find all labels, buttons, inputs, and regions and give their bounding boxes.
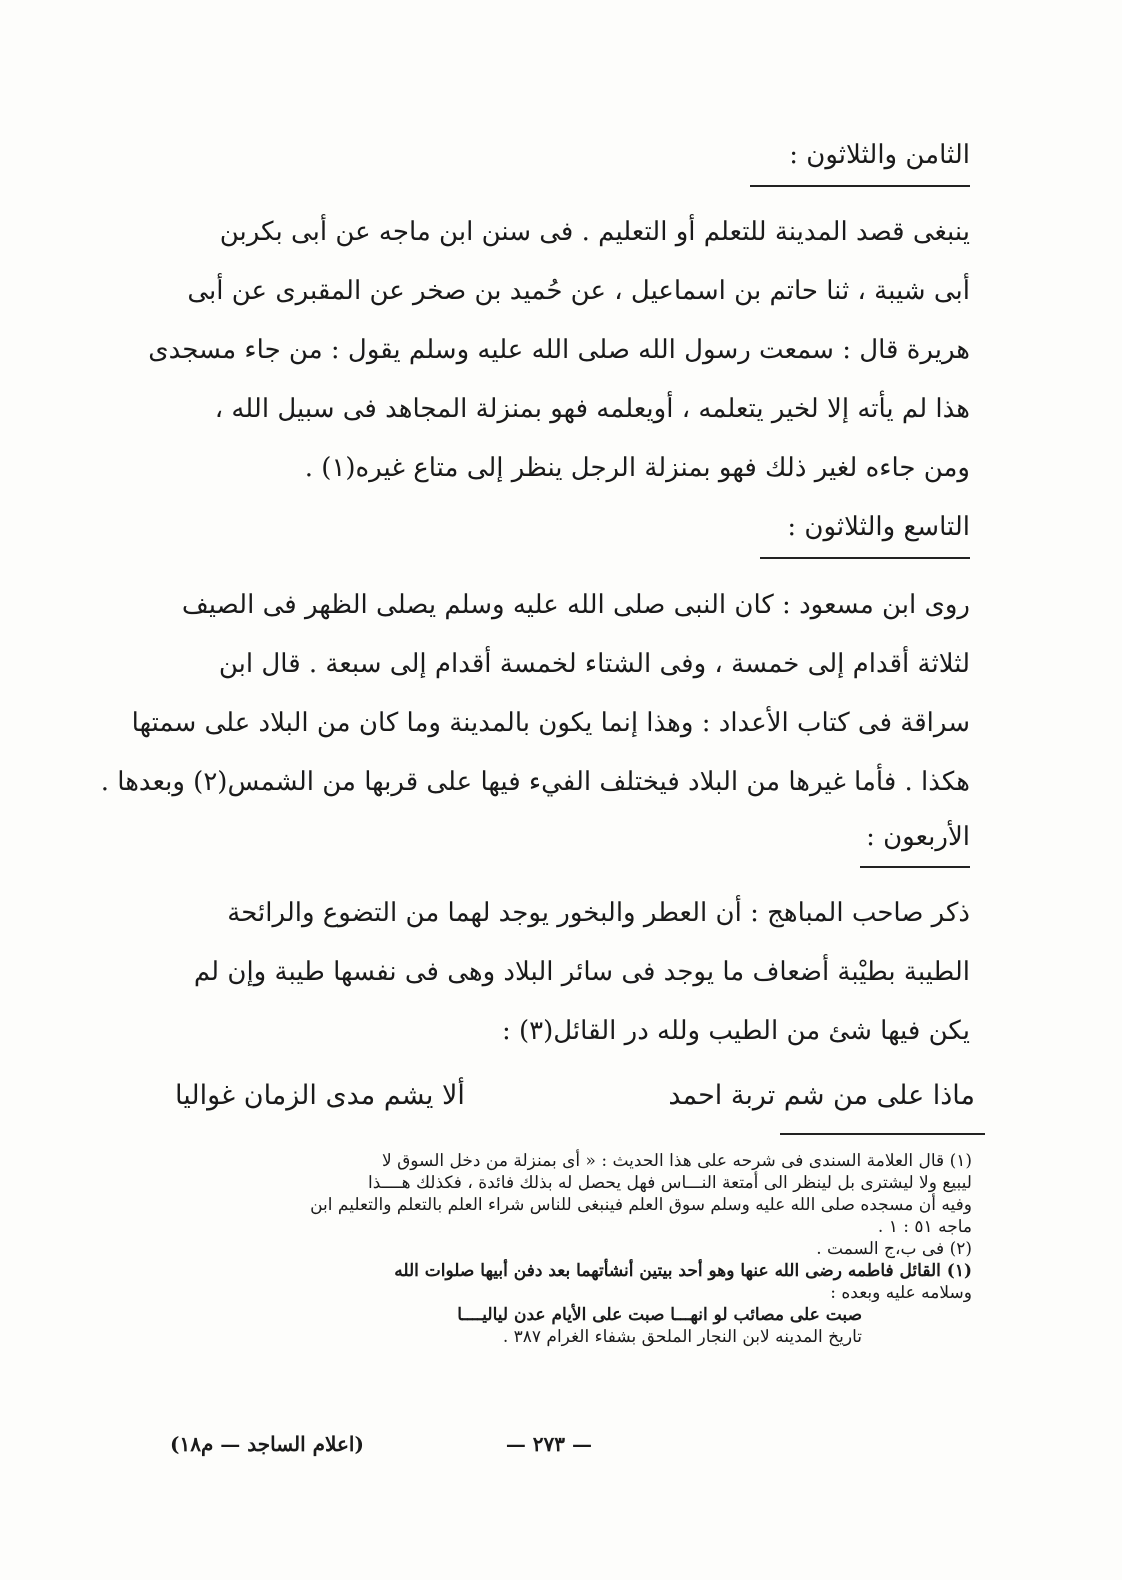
footnote-line: (١) القائل فاطمه رضى الله عنها وهو أحد بيتين أنشأتهما بعد دفن أبيها صلوات الله <box>394 1261 972 1281</box>
heading-underline <box>750 185 970 187</box>
section-paragraph-39 <box>100 576 970 812</box>
footnote-line: ماجه ٥١ : ١ . <box>877 1217 972 1237</box>
signature-mark: (اعلام الساجد — م١٨) <box>170 1432 364 1456</box>
footnote-line: (١) قال العلامة السندى فى شرحه على هذا الحديث : « أى بمنزلة من دخل السوق لا <box>381 1151 972 1171</box>
section-paragraph-40 <box>160 884 970 1061</box>
text-line: لثلاثة أقدام إلى خمسة ، وفى الشتاء لخمسة أقدام إلى سبعة . قال ابن <box>218 649 970 679</box>
page-number: — ٢٧٣ — <box>505 1432 592 1456</box>
heading-underline <box>860 866 970 868</box>
footnote-verse: صبت على مصائب لو انهـــا صبت على الأيام عدن لياليــــا <box>457 1305 862 1325</box>
text-line: أبى شيبة ، ثنا حاتم بن اسماعيل ، عن حُميد بن صخر عن المقبرى عن أبى <box>187 276 970 306</box>
verse-second-hemistich: ألا يشم مدى الزمان غواليا <box>175 1080 465 1111</box>
footnote-source: تاريخ المدينه لابن النجار الملحق بشفاء الغرام ٣٨٧ . <box>502 1327 862 1347</box>
footnotes <box>160 1150 972 1348</box>
verse-first-hemistich: ماذا على من شم تربة احمد <box>668 1080 975 1111</box>
page-footer <box>160 1432 972 1462</box>
section-heading-40: الأربعون : <box>866 822 970 852</box>
footnote-line: وفيه أن مسجده صلى الله عليه وسلم سوق العلم فينبغى للناس شراء العلم بالتعلم والتعليم ابن <box>310 1195 972 1215</box>
section-heading-39: التاسع والثلاثون : <box>787 512 970 542</box>
text-line: سراقة فى كتاب الأعداد : وهذا إنما يكون بالمدينة وما كان من البلاد على سمتها <box>131 708 970 738</box>
text-line: هريرة قال : سمعت رسول الله صلى الله عليه وسلم يقول : من جاء مسجدى <box>148 335 970 365</box>
text-line: روى ابن مسعود : كان النبى صلى الله عليه وسلم يصلى الظهر فى الصيف <box>181 590 970 620</box>
footnote-separator <box>780 1133 985 1135</box>
footnote-line: وسلامه عليه وبعده : <box>830 1283 972 1303</box>
text-line: ذكر صاحب المباهج : أن العطر والبخور يوجد لهما من التضوع والرائحة <box>227 898 970 928</box>
text-line: ومن جاءه لغير ذلك فهو بمنزلة الرجل ينظر إلى متاع غيره(١) . <box>304 453 970 483</box>
section-heading-38: الثامن والثلاثون : <box>789 140 970 170</box>
heading-underline <box>760 557 970 559</box>
text-line: هذا لم يأته إلا لخير يتعلمه ، أويعلمه فهو بمنزلة المجاهد فى سبيل الله ، <box>214 394 970 424</box>
poem-verse <box>175 1080 975 1124</box>
section-paragraph-38 <box>148 203 970 498</box>
text-line: يكن فيها شئ من الطيب ولله در القائل(٣) : <box>501 1016 970 1046</box>
text-line: ينبغى قصد المدينة للتعلم أو التعليم . فى سنن ابن ماجه عن أبى بكربن <box>219 217 970 247</box>
footnote-line: (٢) فى ب،ج السمت . <box>816 1239 972 1259</box>
text-line: الطيبة بطيْبة أضعاف ما يوجد فى سائر البلاد وهى فى نفسها طيبة وإن لم <box>193 957 970 987</box>
footnote-line: ليبيع ولا ليشترى بل لينظر الى أمتعة النـــاس فهل يحصل له بذلك فائدة ، فكذلك هــــذا <box>368 1173 972 1193</box>
text-line: هكذا . فأما غيرها من البلاد فيختلف الفيء فيها على قربها من الشمس(٢) وبعدها . <box>100 767 970 797</box>
